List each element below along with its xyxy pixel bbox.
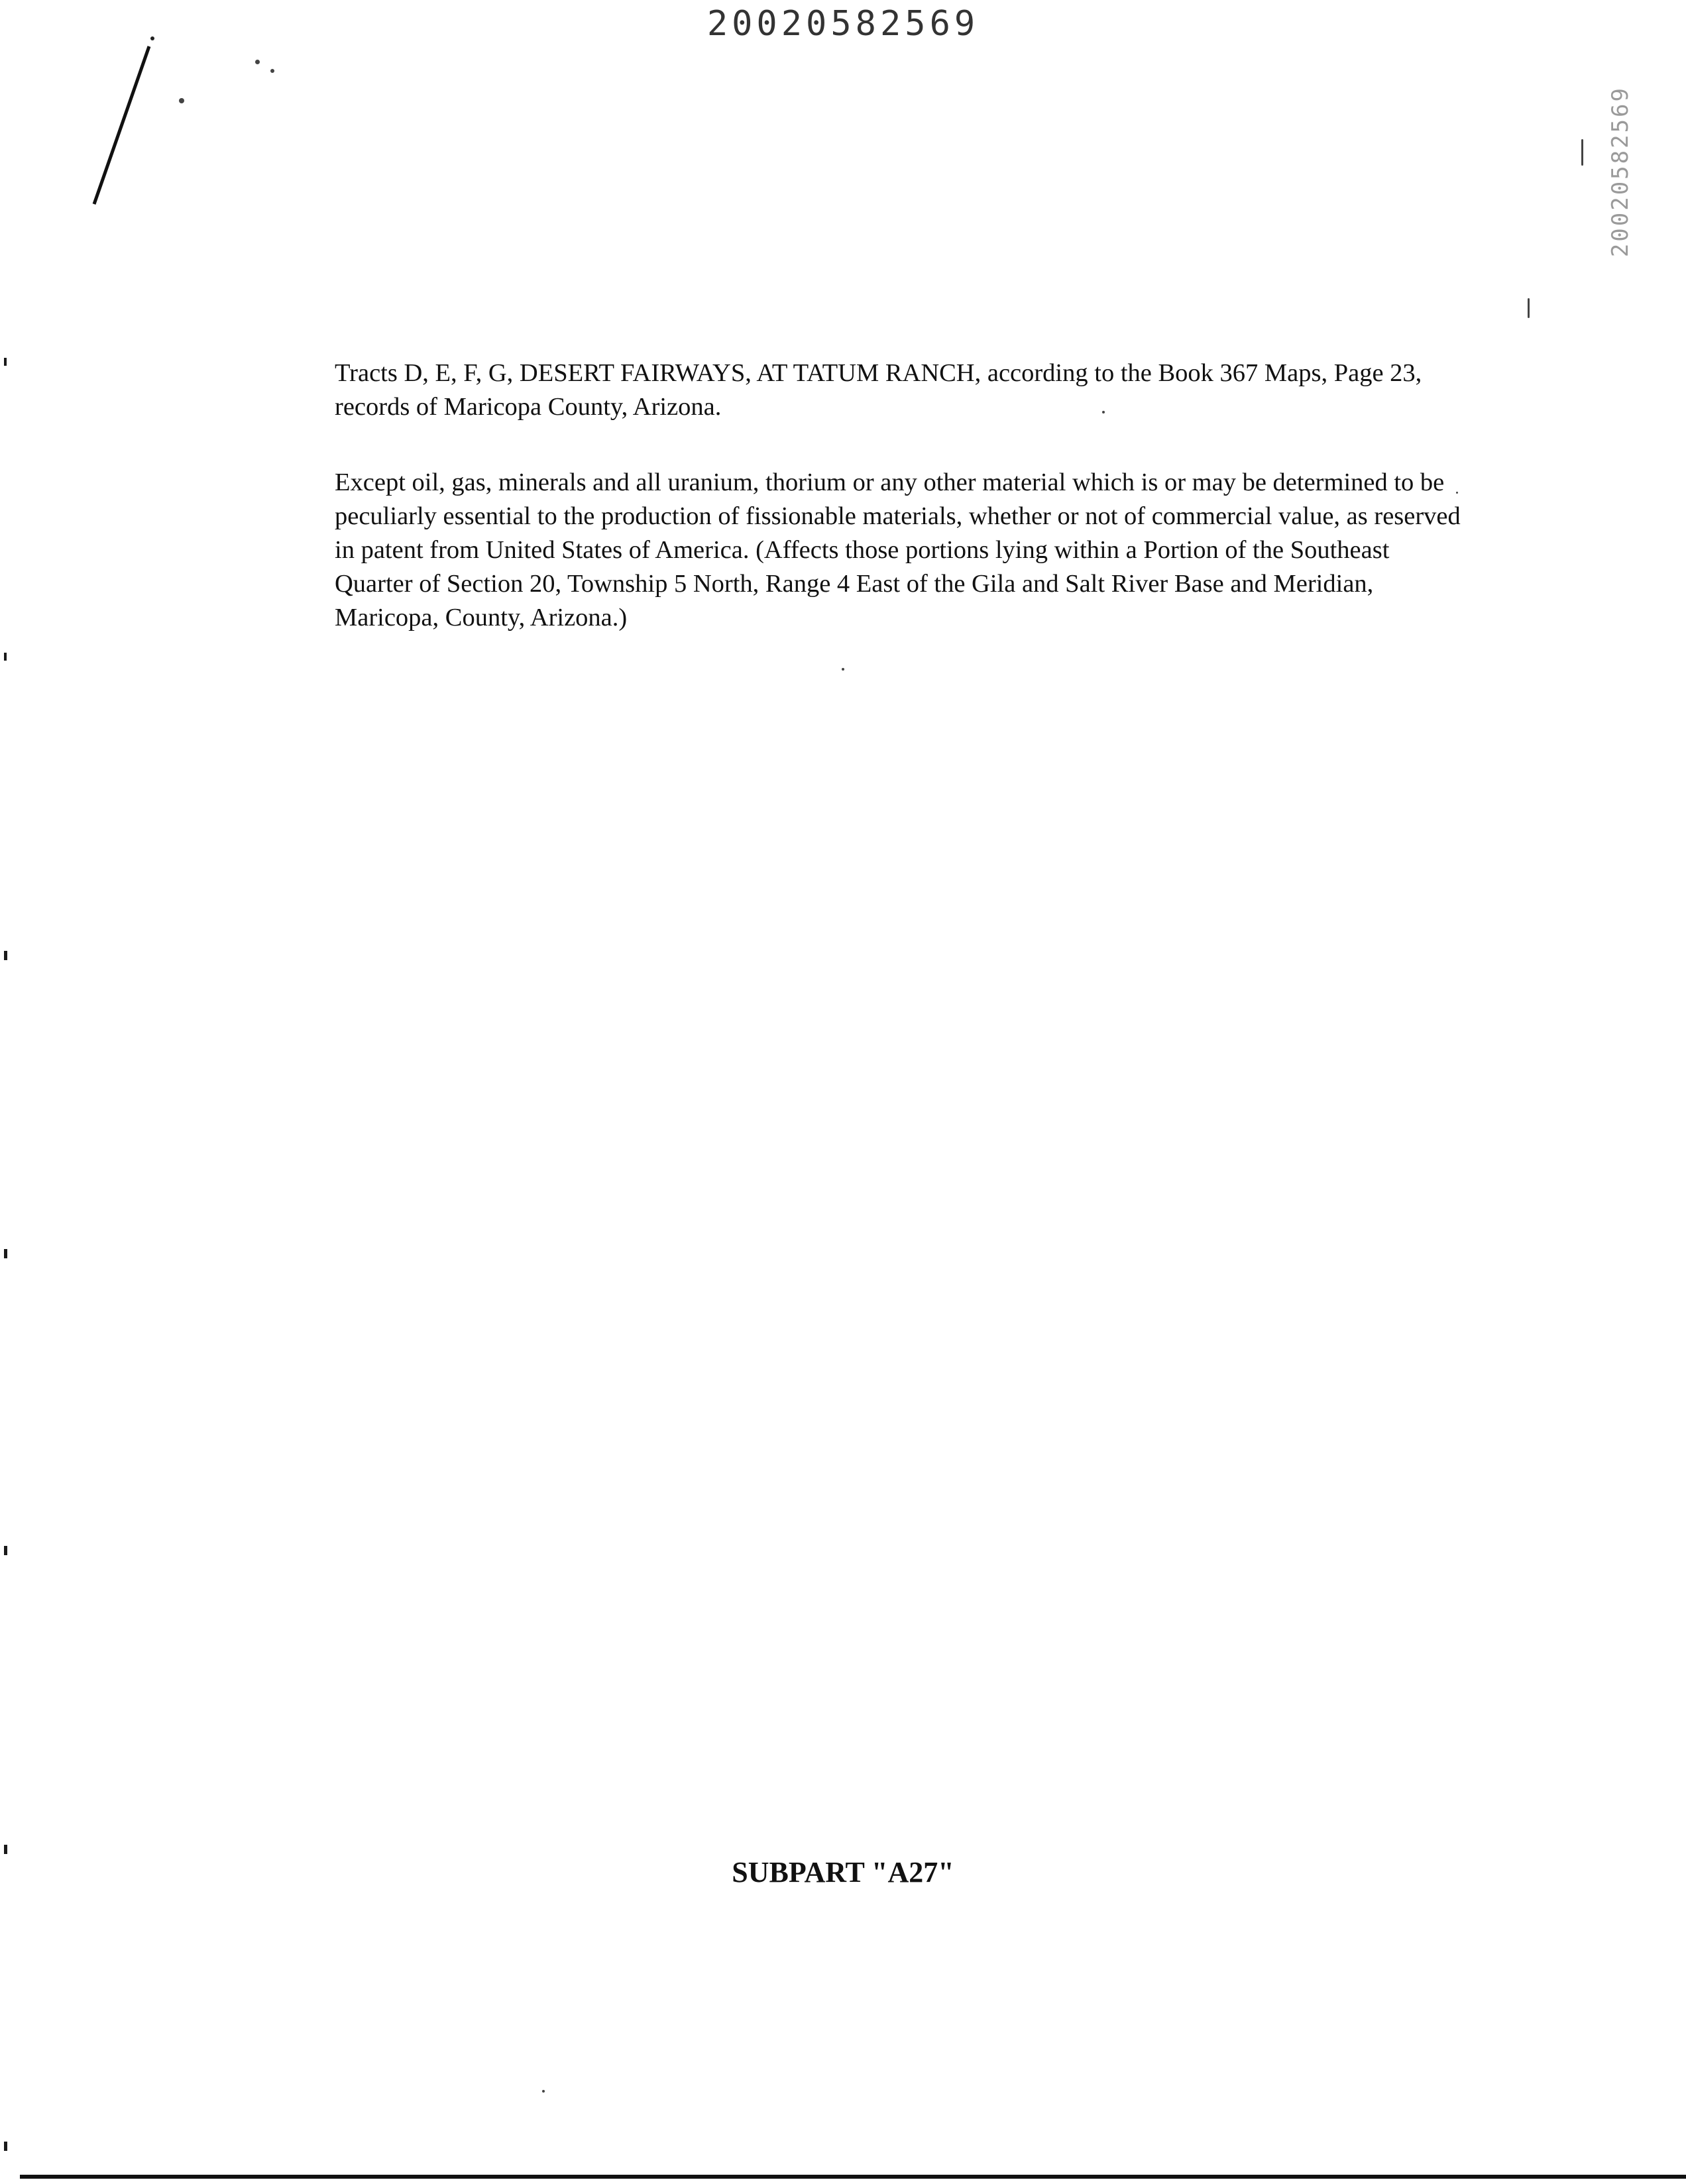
bottom-border: [20, 2175, 1686, 2179]
document-number: 20020582569: [706, 4, 980, 44]
speck: [1528, 298, 1530, 318]
margin-mark: [4, 1845, 7, 1854]
side-stamp: 20020582569: [1607, 86, 1634, 258]
pen-slash-mark: [86, 27, 166, 212]
exception-paragraph: Except oil, gas, minerals and all uranium, thorium or any other material which is or may be determined to be peculiarly essential to the production of fissionable materials, whether or not of commercial value, as reserved in patent from United States of America. (Affects those portions lying within a Portion of the Southeast Quarter of Section 20, Township 5 North, Range 4 East of the Gila and Salt River Base and Meridian, Maricopa, County, Arizona.): [335, 468, 1461, 631]
margin-mark: [4, 358, 7, 366]
margin-mark: [4, 653, 7, 661]
speck: [1581, 139, 1583, 166]
margin-mark: [4, 2142, 7, 2151]
margin-mark: [4, 951, 7, 960]
margin-mark: [4, 1546, 7, 1555]
speck: [255, 60, 260, 64]
legal-description-paragraph: Tracts D, E, F, G, DESERT FAIRWAYS, AT TATUM RANCH, according to the Book 367 Maps, Page 23, records of Maricopa County, Arizona.: [335, 359, 1422, 421]
speck: [842, 668, 844, 671]
speck: [270, 69, 274, 73]
speck: [179, 98, 184, 103]
margin-mark: [4, 1249, 7, 1258]
subpart-heading: SUBPART "A27": [732, 1856, 954, 1888]
speck: [542, 2090, 545, 2093]
